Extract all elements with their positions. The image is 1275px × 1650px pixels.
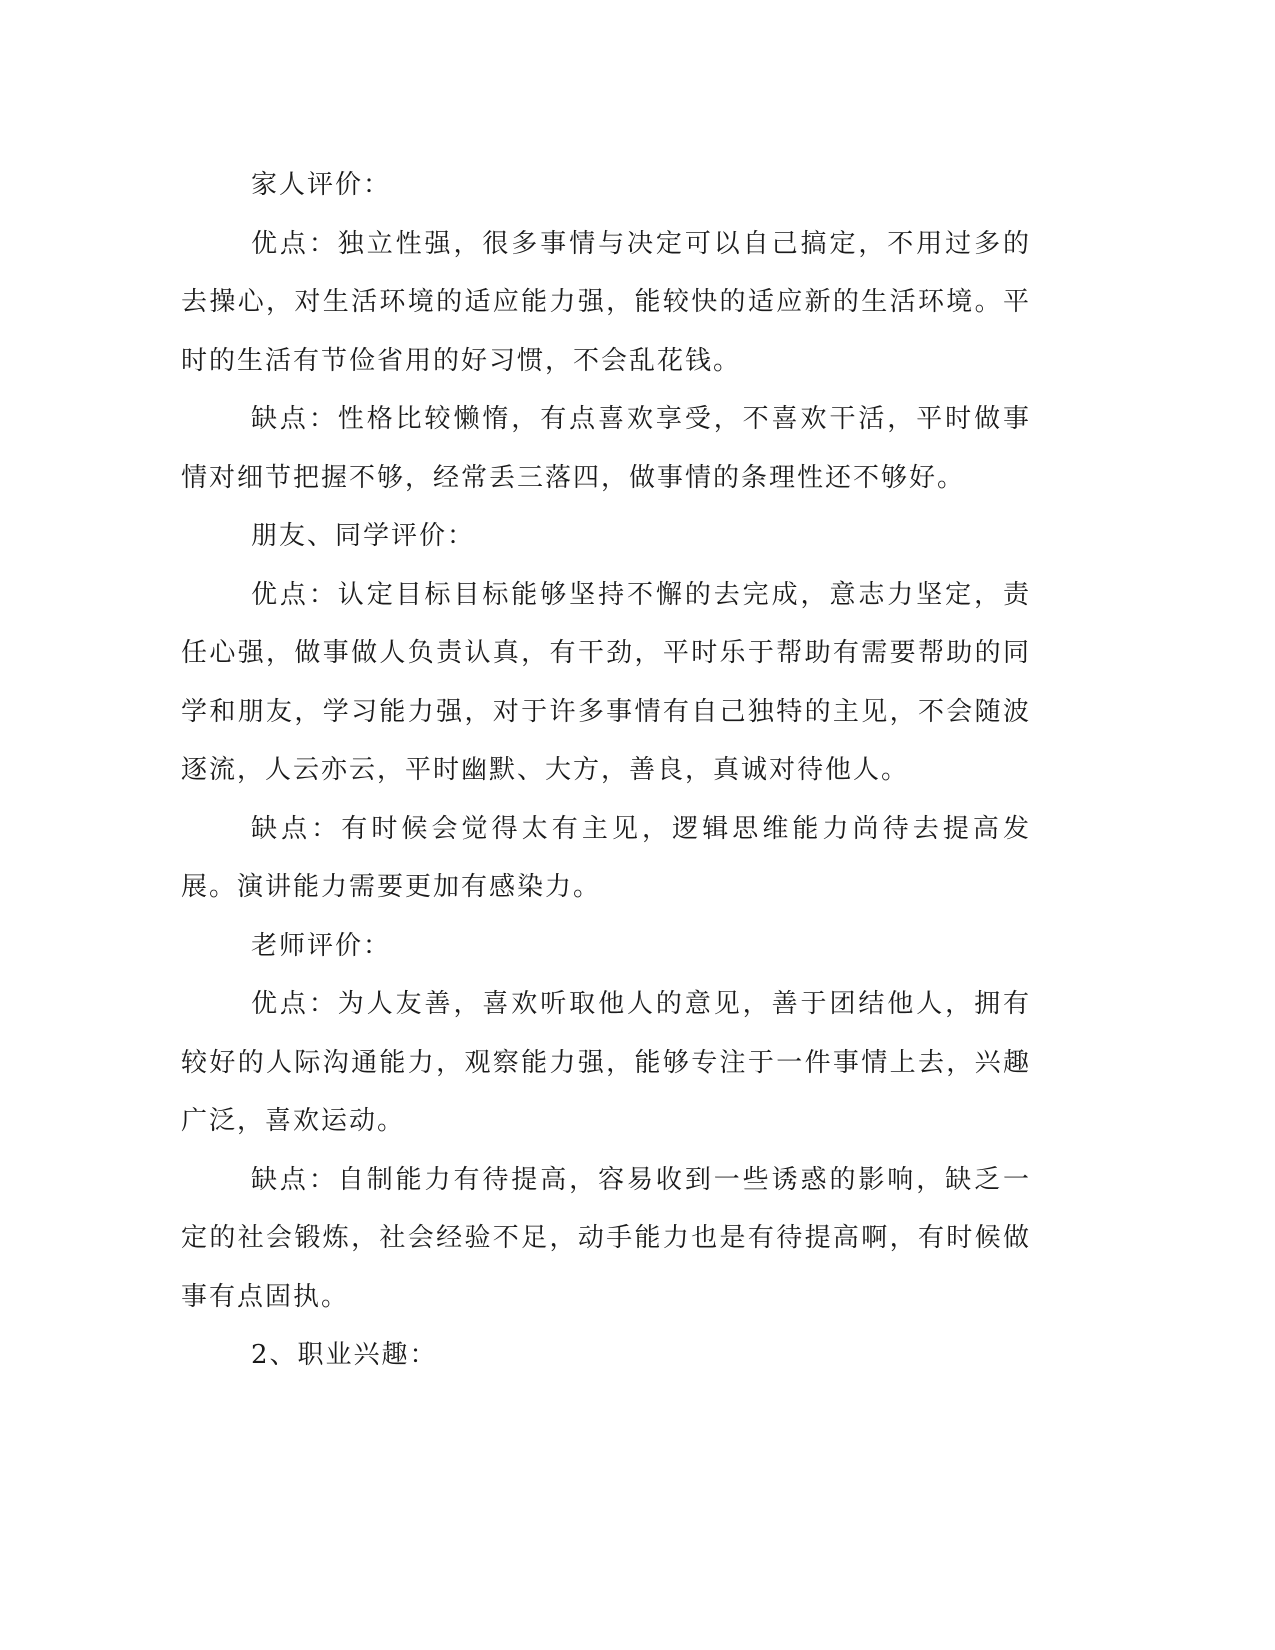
paragraph-friends-strengths: 优点：认定目标目标能够坚持不懈的去完成，意志力坚定，责任心强，做事做人负责认真，有干劲，平时乐于帮助有需要帮助的同学和朋友，学习能力强，对于许多事情有自己独特的主见，不会随波逐流，人云亦云，平时幽默、大方，善良，真诚对待他人。 xyxy=(181,579,1031,785)
heading-teacher-evaluation: 老师评价： xyxy=(251,930,392,961)
paragraph-teacher-strengths: 优点：为人友善，喜欢听取他人的意见，善于团结他人，拥有较好的人际沟通能力，观察能力强，能够专注于一件事情上去，兴趣广泛，喜欢运动。 xyxy=(181,989,1031,1136)
heading-family-evaluation: 家人评价： xyxy=(251,170,392,200)
paragraph-friends-weaknesses: 缺点：有时候会觉得太有主见，逻辑思维能力尚待去提高发展。演讲能力需要更加有感染力。 xyxy=(181,813,1031,902)
heading-friends-evaluation: 朋友、同学评价： xyxy=(251,521,476,551)
document-body xyxy=(181,156,1031,1385)
paragraph-family-weaknesses: 缺点：性格比较懒惰，有点喜欢享受，不喜欢干活，平时做事情对细节把握不够，经常丢三落四，做事情的条理性还不够好。 xyxy=(181,404,1031,493)
paragraph-family-strengths: 优点：独立性强，很多事情与决定可以自己搞定，不用过多的去操心，对生活环境的适应能力强，能较快的适应新的生活环境。平时的生活有节俭省用的好习惯，不会乱花钱。 xyxy=(181,228,1031,376)
heading-career-interest: 2、职业兴趣： xyxy=(251,1340,438,1370)
paragraph-teacher-weaknesses: 缺点：自制能力有待提高，容易收到一些诱惑的影响，缺乏一定的社会锻炼，社会经验不足，动手能力也是有待提高啊，有时候做事有点固执。 xyxy=(181,1164,1031,1312)
